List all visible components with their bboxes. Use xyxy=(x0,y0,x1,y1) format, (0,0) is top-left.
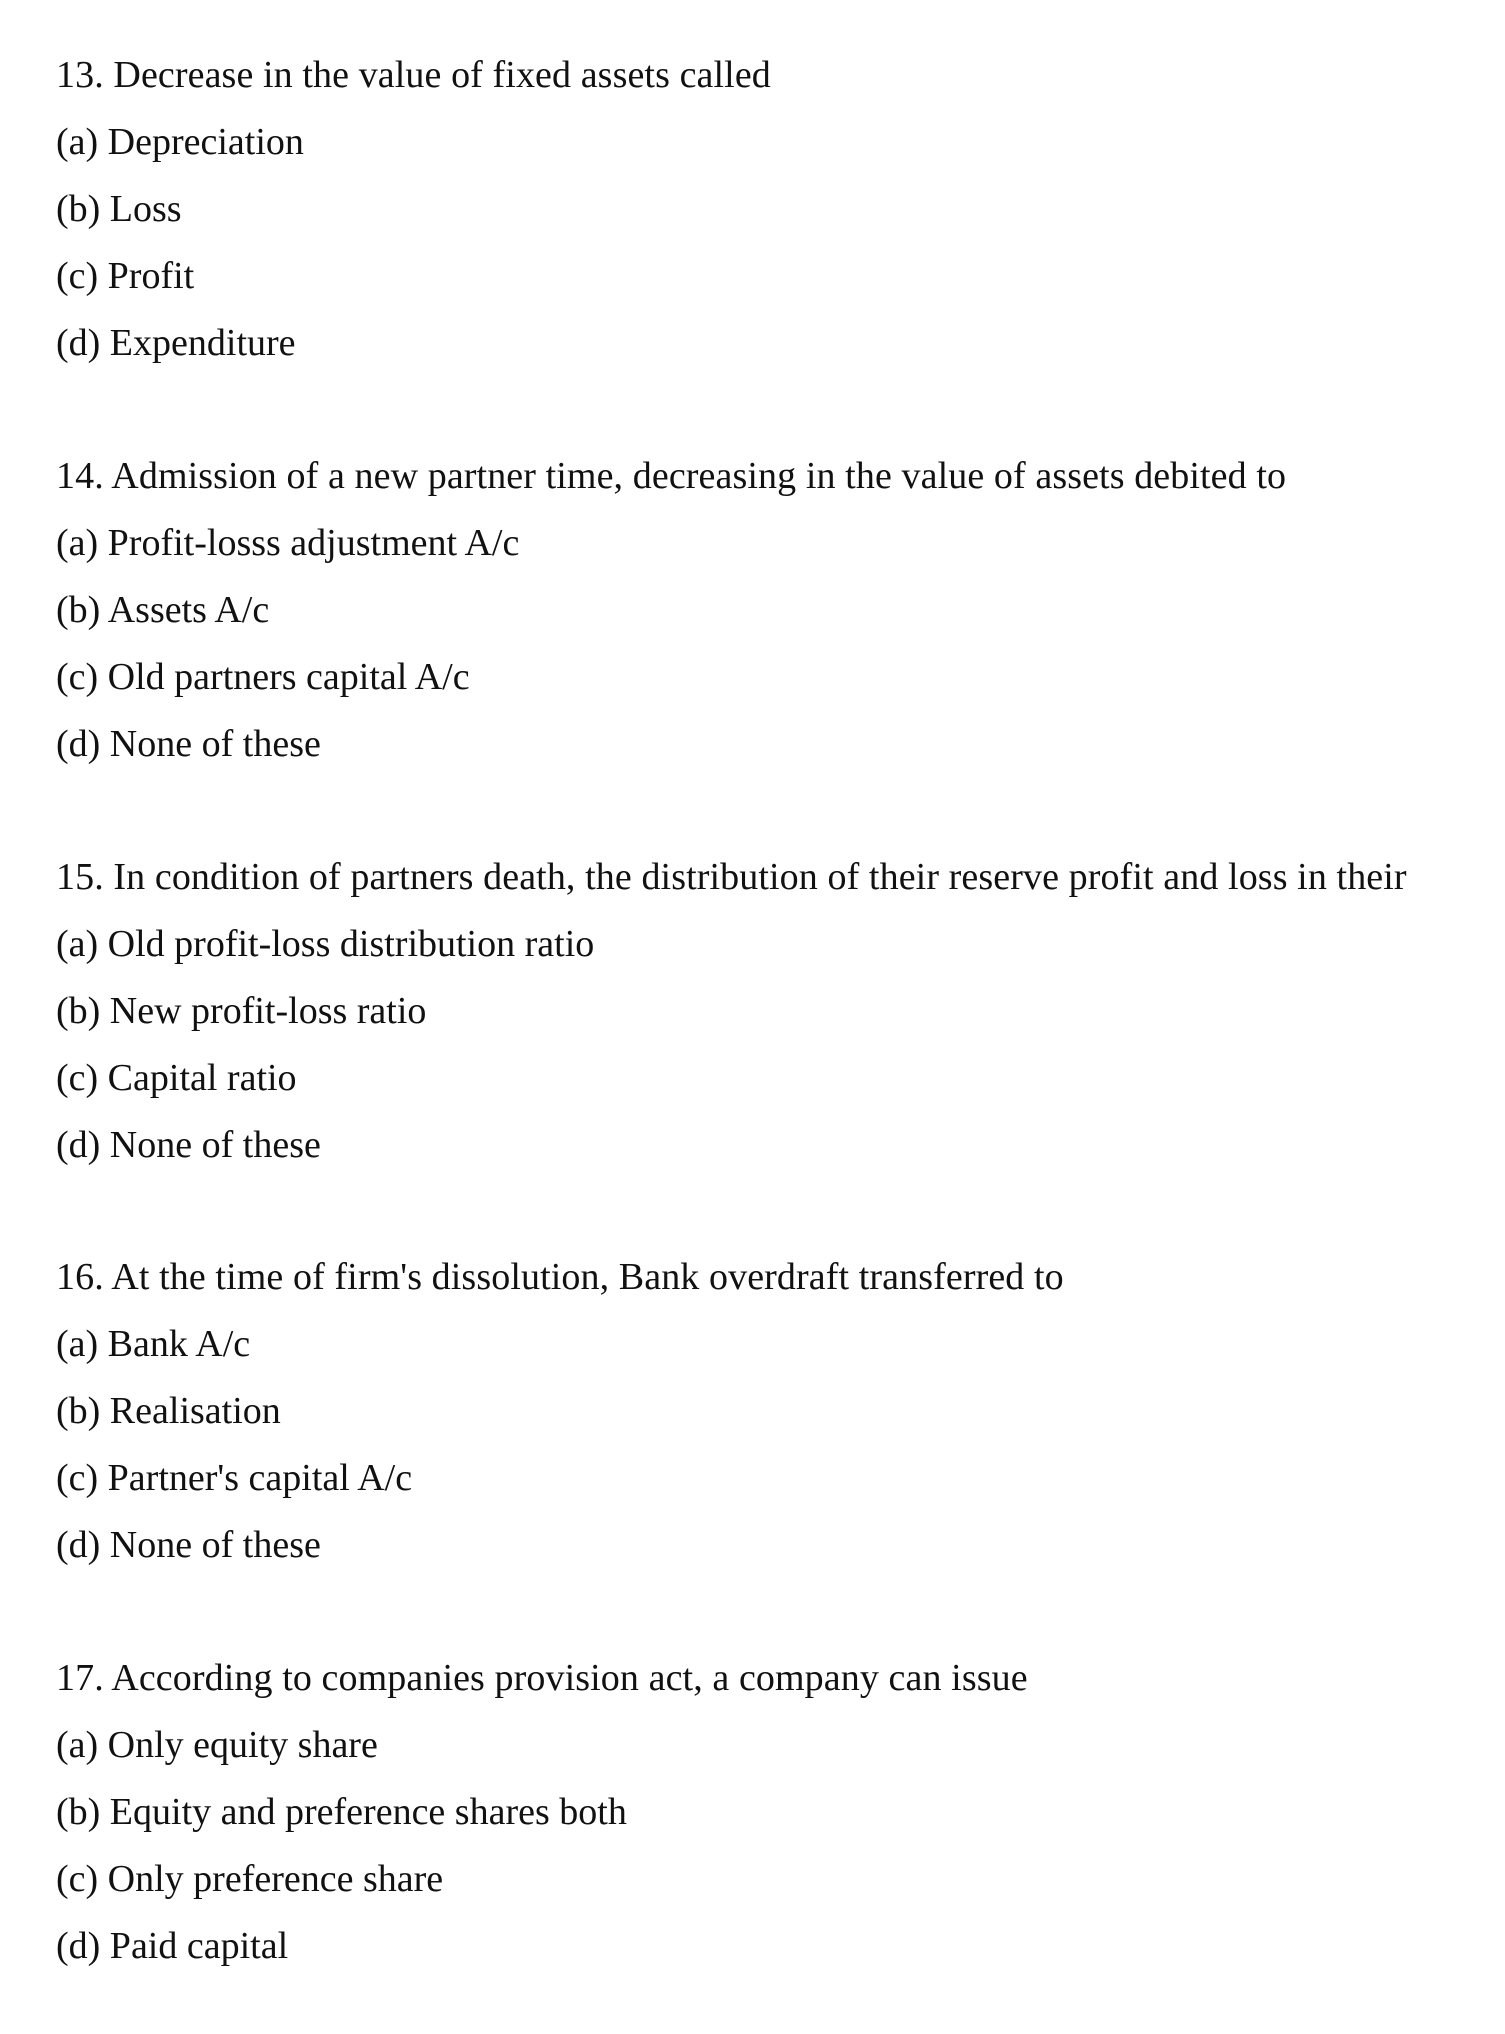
option-a: (a) Depreciation xyxy=(56,121,304,163)
question-17 xyxy=(56,1659,1496,1994)
option-c: (c) Profit xyxy=(56,255,195,297)
option-b: (b) Equity and preference shares both xyxy=(56,1791,627,1833)
option-d: (d) Paid capital xyxy=(56,1925,289,1967)
question-text: 15. In condition of partners death, the distribution of their reserve profit and loss in their xyxy=(56,856,1407,898)
option-a: (a) Old profit-loss distribution ratio xyxy=(56,923,595,965)
question-15 xyxy=(56,858,1496,1193)
option-c: (c) Old partners capital A/c xyxy=(56,656,470,698)
question-14 xyxy=(56,457,1496,792)
option-d: (d) None of these xyxy=(56,723,321,765)
option-d: (d) None of these xyxy=(56,1524,321,1566)
question-16 xyxy=(56,1258,1496,1593)
option-d: (d) None of these xyxy=(56,1124,321,1166)
question-text: 16. At the time of firm's dissolution, Bank overdraft transferred to xyxy=(56,1256,1064,1298)
question-text: 17. According to companies provision act, a company can issue xyxy=(56,1657,1028,1699)
question-text: 13. Decrease in the value of fixed assets called xyxy=(56,54,771,96)
option-a: (a) Only equity share xyxy=(56,1724,378,1766)
option-b: (b) Realisation xyxy=(56,1390,281,1432)
option-b: (b) New profit-loss ratio xyxy=(56,990,427,1032)
option-c: (c) Partner's capital A/c xyxy=(56,1457,413,1499)
option-a: (a) Profit-losss adjustment A/c xyxy=(56,522,520,564)
option-d: (d) Expenditure xyxy=(56,322,296,364)
option-c: (c) Only preference share xyxy=(56,1858,444,1900)
option-a: (a) Bank A/c xyxy=(56,1323,251,1365)
option-b: (b) Assets A/c xyxy=(56,589,270,631)
option-b: (b) Loss xyxy=(56,188,182,230)
option-c: (c) Capital ratio xyxy=(56,1057,297,1099)
question-text: 14. Admission of a new partner time, decreasing in the value of assets debited to xyxy=(56,455,1287,497)
question-13 xyxy=(56,56,1496,391)
